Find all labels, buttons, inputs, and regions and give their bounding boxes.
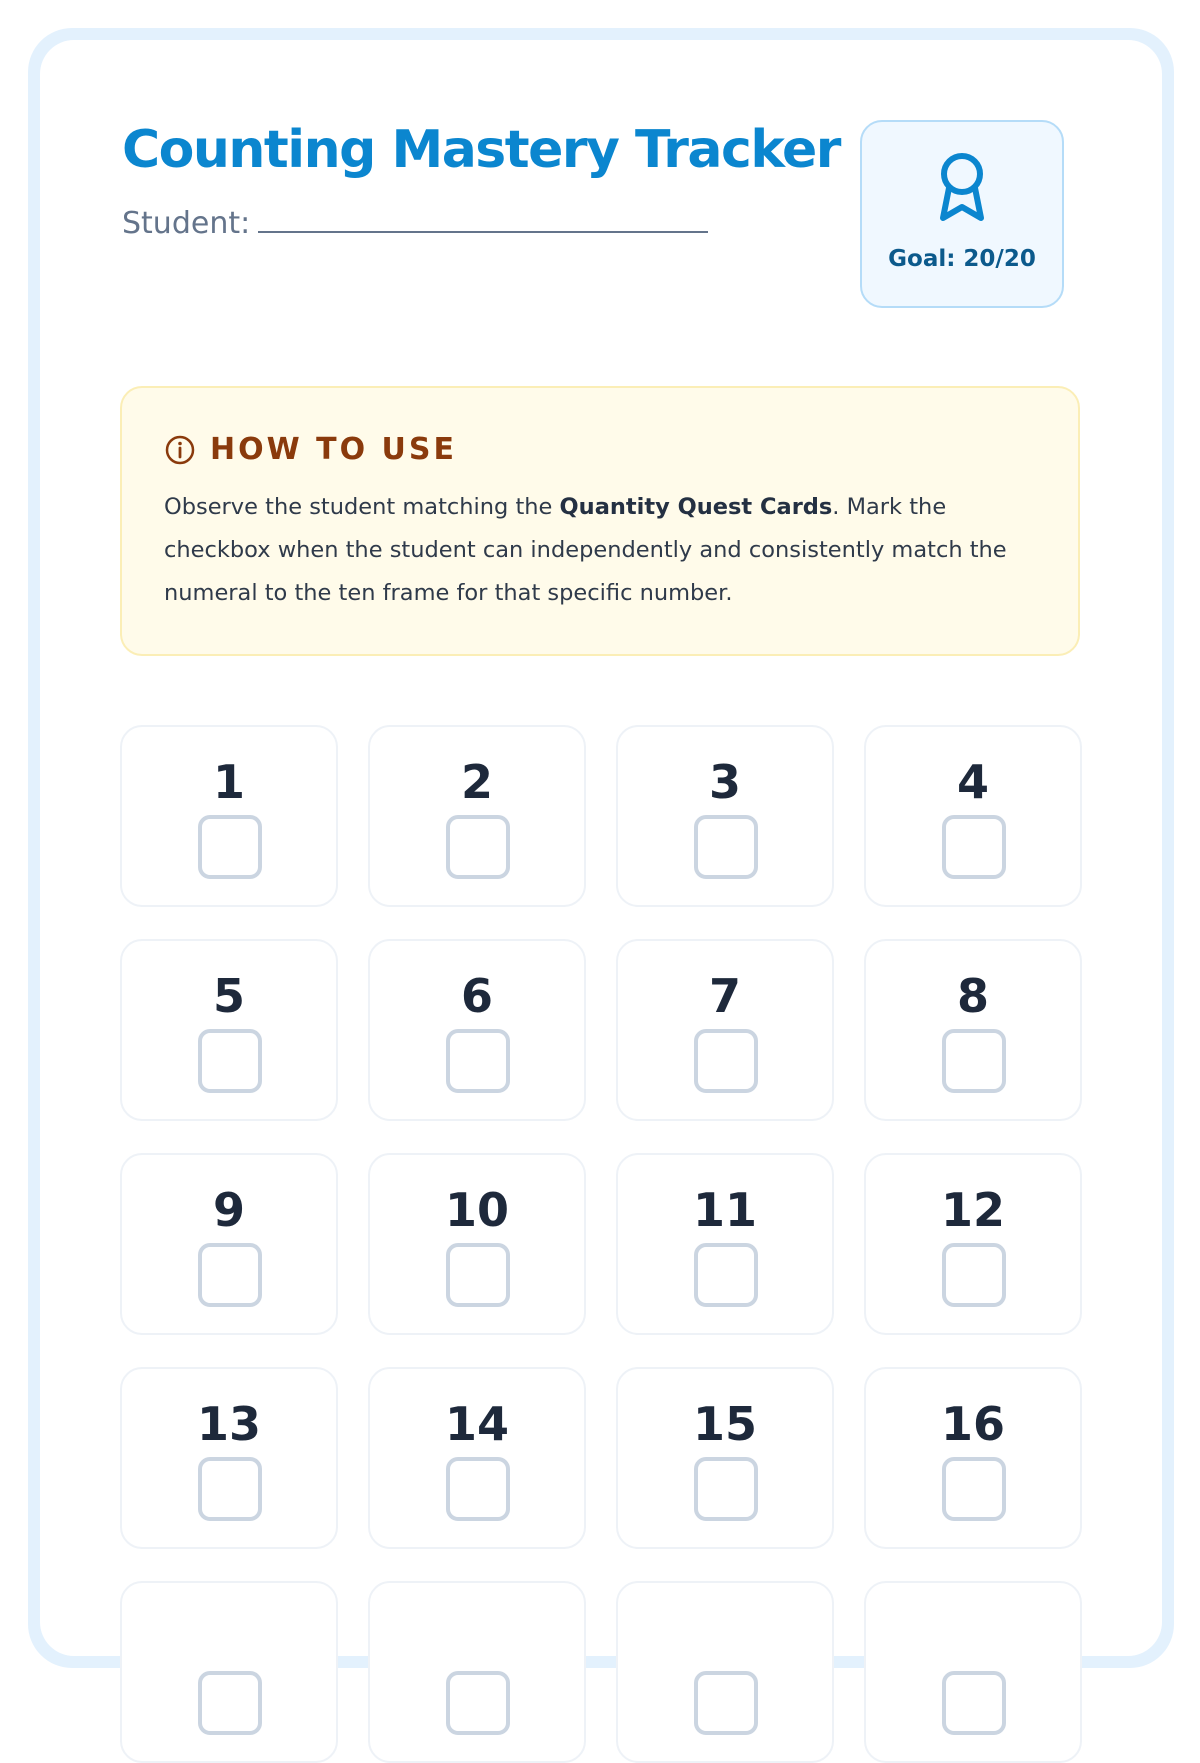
mastery-checkbox[interactable] — [942, 1029, 1006, 1093]
number-label: 13 — [196, 1397, 261, 1451]
mastery-checkbox[interactable] — [942, 1243, 1006, 1307]
number-label: 3 — [708, 755, 741, 809]
number-label: 10 — [444, 1183, 509, 1237]
mastery-checkbox[interactable] — [446, 1457, 510, 1521]
number-cell — [864, 1367, 1082, 1549]
info-circle-icon — [164, 434, 196, 466]
tracker-card — [40, 40, 1162, 1656]
number-cell — [616, 725, 834, 907]
number-label: 16 — [940, 1397, 1005, 1451]
number-label: 12 — [940, 1183, 1005, 1237]
mastery-checkbox[interactable] — [942, 815, 1006, 879]
mastery-checkbox[interactable] — [694, 1243, 758, 1307]
number-label: 4 — [956, 755, 989, 809]
mastery-checkbox[interactable] — [198, 1029, 262, 1093]
student-field — [122, 206, 708, 241]
mastery-checkbox[interactable] — [694, 815, 758, 879]
number-cell — [120, 1153, 338, 1335]
mastery-checkbox[interactable] — [198, 815, 262, 879]
number-label: 11 — [692, 1183, 757, 1237]
mastery-checkbox[interactable] — [942, 1671, 1006, 1735]
number-cell — [120, 725, 338, 907]
number-label: 1 — [212, 755, 245, 809]
number-label: 15 — [692, 1397, 757, 1451]
number-cell — [368, 725, 586, 907]
mastery-checkbox[interactable] — [446, 1029, 510, 1093]
number-cell — [616, 939, 834, 1121]
number-cell — [616, 1367, 834, 1549]
how-to-use-panel — [120, 386, 1080, 656]
mastery-checkbox[interactable] — [198, 1243, 262, 1307]
number-label: 9 — [212, 1183, 245, 1237]
mastery-checkbox[interactable] — [198, 1671, 262, 1735]
page-title: Counting Mastery Tracker — [122, 120, 840, 180]
number-cell — [864, 1581, 1082, 1763]
number-cell — [368, 939, 586, 1121]
number-cell — [120, 1581, 338, 1763]
how-to-use-title: HOW TO USE — [210, 432, 458, 467]
how-to-use-header — [164, 432, 457, 467]
student-label: Student: — [122, 206, 251, 241]
number-grid — [120, 725, 1080, 1763]
number-label: 14 — [444, 1397, 509, 1451]
goal-label: Goal: 20/20 — [888, 246, 1036, 272]
mastery-checkbox[interactable] — [198, 1457, 262, 1521]
page-frame — [28, 28, 1174, 1668]
number-label: 5 — [212, 969, 245, 1023]
award-ribbon-icon — [932, 148, 992, 228]
mastery-checkbox[interactable] — [446, 1243, 510, 1307]
how-to-use-text-bold: Quantity Quest Cards — [559, 494, 833, 520]
goal-badge — [860, 120, 1064, 308]
mastery-checkbox[interactable] — [694, 1029, 758, 1093]
number-cell — [864, 939, 1082, 1121]
number-label: 8 — [956, 969, 989, 1023]
number-cell — [120, 1367, 338, 1549]
mastery-checkbox[interactable] — [446, 1671, 510, 1735]
how-to-use-text-intro: Observe the student matching the — [164, 494, 560, 520]
number-cell — [616, 1581, 834, 1763]
student-name-line[interactable] — [258, 209, 708, 233]
how-to-use-text-rest: . Mark the checkbox when the student can independently and consistently match the numeral to the ten frame for that specific number. — [164, 494, 1007, 606]
mastery-checkbox[interactable] — [942, 1457, 1006, 1521]
number-label: 6 — [460, 969, 493, 1023]
number-cell — [864, 725, 1082, 907]
number-cell — [120, 939, 338, 1121]
number-cell — [864, 1153, 1082, 1335]
mastery-checkbox[interactable] — [694, 1457, 758, 1521]
number-cell — [616, 1153, 834, 1335]
mastery-checkbox[interactable] — [446, 815, 510, 879]
number-cell — [368, 1153, 586, 1335]
mastery-checkbox[interactable] — [694, 1671, 758, 1735]
number-label: 7 — [708, 969, 741, 1023]
how-to-use-text — [164, 486, 1024, 615]
number-cell — [368, 1581, 586, 1763]
number-cell — [368, 1367, 586, 1549]
number-label: 2 — [460, 755, 493, 809]
